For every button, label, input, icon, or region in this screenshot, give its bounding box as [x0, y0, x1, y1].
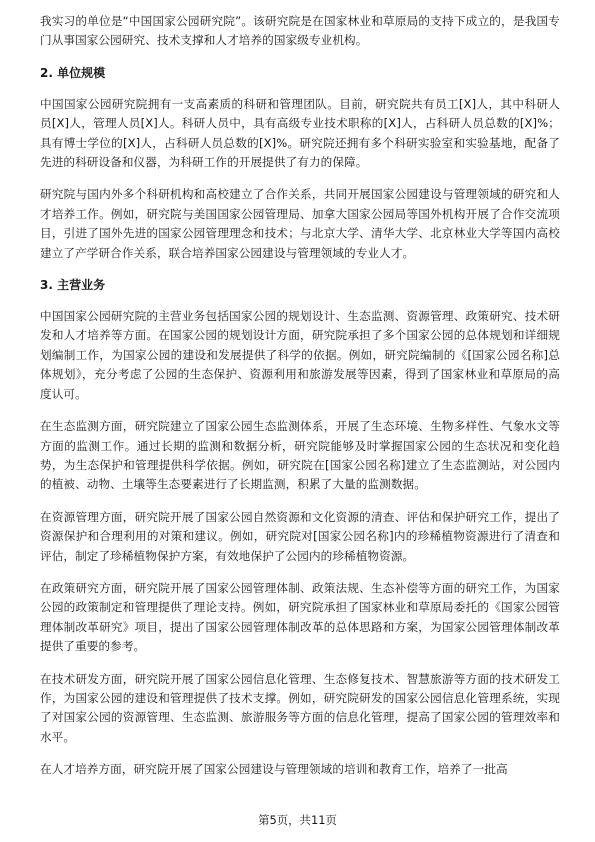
body-paragraph: 在生态监测方面，研究院建立了国家公园生态监测体系，开展了生态环境、生物多样性、气象水文等方面的监测工作。通过长期的监测和数据分析，研究院能够及时掌握国家公园的生态状况和变化趋势，为生态保护和管理提供科学依据。例如，研究院在[国家公园名称]建立了生态监测站，对公园内的植被、动物、土壤等生态要素进行了长期监测，积累了大量的监测数据。	[40, 419, 560, 492]
document-page	[40, 12, 560, 793]
body-paragraph: 中国国家公园研究院拥有一支高素质的科研和管理团队。目前，研究院共有员工[X]人，其中科研人员[X]人，管理人员[X]人。科研人员中，具有高级专业技术职称的[X]人，占科研人员总数的[X]%；具有博士学位的[X]人，占科研人员总数的[X]%。研究院还拥有多个科研实验室和实验基地，配备了先进的科研设备和仪器，为科研工作的开展提供了有力的保障。	[40, 96, 560, 170]
body-paragraph: 在技术研发方面，研究院开展了国家公园信息化管理、生态修复技术、智慧旅游等方面的技术研发工作，为国家公园的建设和管理提供了技术支撑。例如，研究院研发的国家公园信息化管理系统，实现了对国家公园的资源管理、生态监测、旅游服务等方面的信息化管理，提高了国家公园的管理效率和水平。	[40, 671, 560, 744]
section-heading-unit-scale: 2. 单位规模	[40, 65, 106, 80]
page-number-footer: 第5页，共11页	[258, 813, 337, 827]
body-paragraph: 在资源管理方面，研究院开展了国家公园自然资源和文化资源的清查、评估和保护研究工作，提出了资源保护和合理利用的对策和建议。例如，研究院对[国家公园名称]内的珍稀植物资源进行了清查和评估，制定了珍稀植物保护方案，有效地保护了公园内的珍稀植物资源。	[40, 509, 560, 563]
body-paragraph: 在人才培养方面，研究院开展了国家公园建设与管理领域的培训和教育工作，培养了一批高	[40, 762, 508, 777]
body-paragraph: 在政策研究方面，研究院开展了国家公园管理体制、政策法规、生态补偿等方面的研究工作，为国家公园的政策制定和管理提供了理论支持。例如，研究院承担了国家林业和草原局委托的《国家公园管理体制改革研究》项目，提出了国家公园管理体制改革的总体思路和方案，为国家公园管理体制改革提供了重要的参考。	[40, 580, 560, 654]
section-heading-main-business: 3. 主营业务	[40, 278, 106, 293]
body-paragraph: 研究院与国内外多个科研机构和高校建立了合作关系，共同开展国家公园建设与管理领域的研究和人才培养工作。例如，研究院与美国国家公园管理局、加拿大国家公园局等国外机构开展了合作交流项目，引进了国外先进的国家公园管理理念和技术；与北京大学、清华大学、北京林业大学等国内高校建立了产学研合作关系，联合培养国家公园建设与管理领域的专业人才。	[40, 187, 560, 260]
body-paragraph: 中国国家公园研究院的主营业务包括国家公园的规划设计、生态监测、资源管理、政策研究、技术研发和人才培养等方面。在国家公园的规划设计方面，研究院承担了多个国家公园的总体规划和详细规划编制工作，为国家公园的建设和发展提供了科学的依据。例如，研究院编制的《[国家公园名称]总体规划》，充分考虑了公园的生态保护、资源利用和旅游发展等因素，得到了国家林业和草原局的高度认可。	[40, 309, 560, 401]
intro-paragraph: 我实习的单位是“中国国家公园研究院”。该研究院是在国家林业和草原局的支持下成立的，是我国专门从事国家公园研究、技术支撑和人才培养的国家级专业机构。	[40, 14, 560, 48]
